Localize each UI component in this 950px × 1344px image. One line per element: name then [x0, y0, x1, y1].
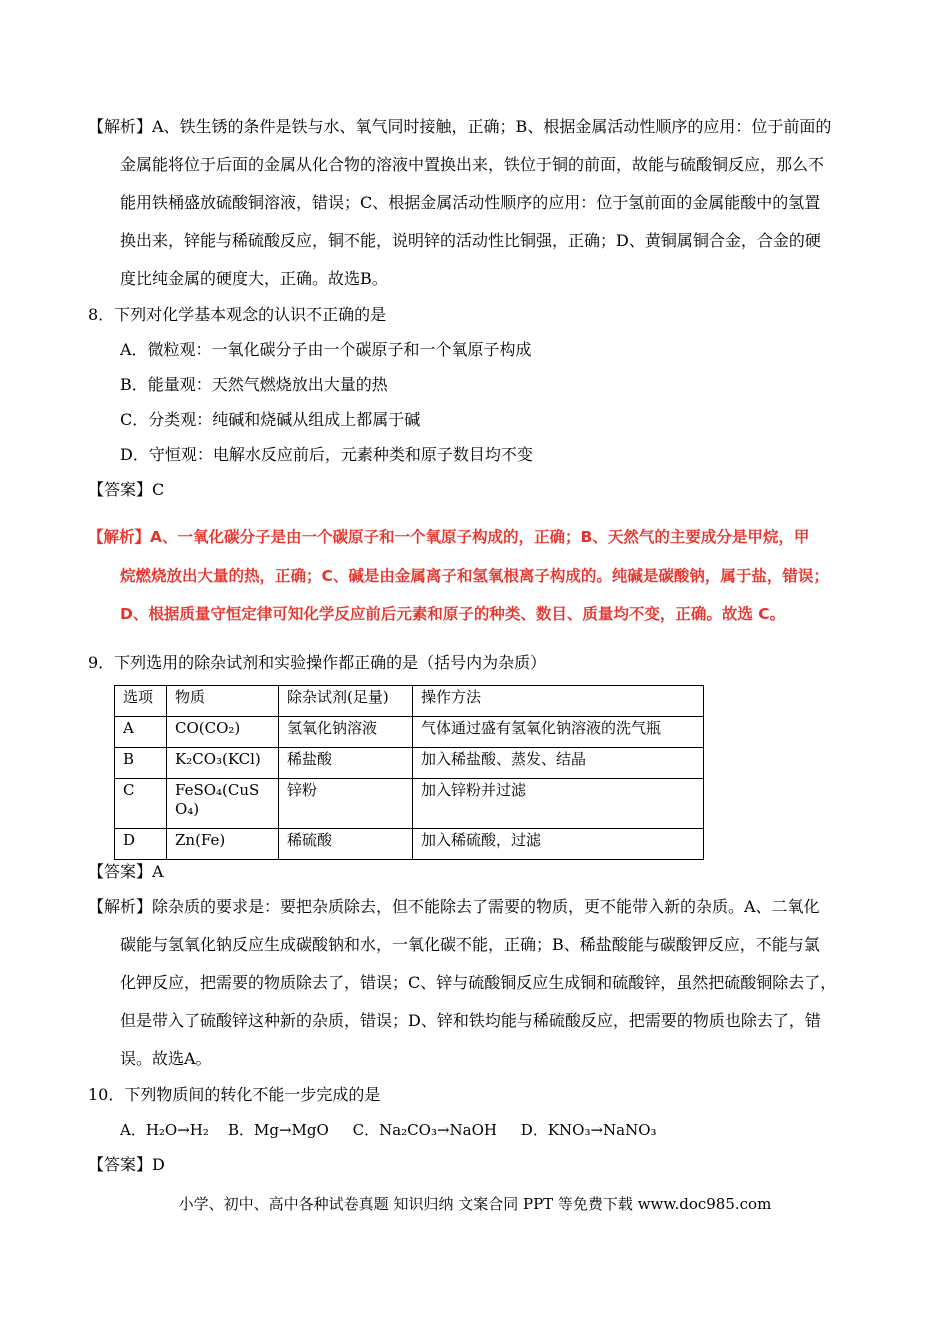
q8-answer: 【答案】C: [88, 480, 165, 499]
q8-option-b: B．能量观：天然气燃烧放出大量的热: [120, 375, 388, 394]
table-header-row: [115, 686, 704, 717]
q8-stem: 8．下列对化学基本观念的认识不正确的是: [88, 305, 387, 324]
q7-analysis-line-4: 换出来，锌能与稀硫酸反应，铜不能，说明锌的活动性比铜强，正确；D、黄铜属铜合金，合金的硬: [120, 231, 821, 250]
table-cell: 加入稀盐酸、蒸发、结晶: [413, 748, 704, 779]
table-cell: 锌粉: [279, 779, 413, 829]
q9-analysis-line-3: 化钾反应，把需要的物质除去了，错误；C、锌与硫酸铜反应生成铜和硫酸锌，虽然把硫酸铜除去了，: [120, 973, 837, 992]
table-cell: K₂CO₃(KCl): [167, 748, 279, 779]
table-header-cell: 除杂试剂(足量): [279, 686, 413, 717]
q7-analysis-line-5: 度比纯金属的硬度大，正确。故选B。: [120, 269, 388, 288]
q8-option-c: C．分类观：纯碱和烧碱从组成上都属于碱: [120, 410, 421, 429]
q8-analysis-line-3: D、根据质量守恒定律可知化学反应前后元素和原子的种类、数目、质量均不变，正确。故选 C。: [120, 605, 786, 623]
table-cell: A: [115, 717, 167, 748]
q10-options: A．H₂O→H₂ B．Mg→MgO C．Na₂CO₃→NaOH D．KNO₃→NaNO₃: [120, 1121, 657, 1139]
table-row: [115, 748, 704, 779]
table-cell: FeSO₄(CuSO₄): [167, 779, 279, 829]
q7-analysis-line-1: 【解析】A、铁生锈的条件是铁与水、氧气同时接触，正确；B、根据金属活动性顺序的应用：位于前面的: [88, 117, 832, 136]
table-cell: 气体通过盛有氢氧化钠溶液的洗气瓶: [413, 717, 704, 748]
q9-analysis-line-1: 【解析】除杂质的要求是：要把杂质除去，但不能除去了需要的物质，更不能带入新的杂质。A、二氧化: [88, 897, 820, 916]
table-cell: 加入稀硫酸，过滤: [413, 829, 704, 860]
q8-analysis-line-2: 烷燃烧放出大量的热，正确；C、碱是由金属离子和氢氧根离子构成的。纯碱是碳酸钠，属于盐，错误；: [120, 567, 829, 585]
table-cell: B: [115, 748, 167, 779]
q9-analysis-line-5: 误。故选A。: [120, 1049, 212, 1068]
q9-analysis-line-4: 但是带入了硫酸锌这种新的杂质，错误；D、锌和铁均能与稀硫酸反应，把需要的物质也除去了，错: [120, 1011, 821, 1030]
q8-analysis-line-1: 【解析】A、一氧化碳分子是由一个碳原子和一个氧原子构成的，正确；B、天然气的主要成分是甲烷，甲: [88, 528, 810, 546]
q8-option-d: D．守恒观：电解水反应前后，元素种类和原子数目均不变: [120, 445, 533, 464]
table-header-cell: 物质: [167, 686, 279, 717]
page-footer: 小学、初中、高中各种试卷真题 知识归纳 文案合同 PPT 等免费下载 www.doc985.com: [178, 1195, 772, 1213]
table-header-cell: 选项: [115, 686, 167, 717]
table-cell: 稀盐酸: [279, 748, 413, 779]
q9-answer: 【答案】A: [88, 862, 164, 881]
q7-analysis-line-2: 金属能将位于后面的金属从化合物的溶液中置换出来，铁位于铜的前面，故能与硫酸铜反应，那么不: [120, 155, 825, 174]
q9-analysis-line-2: 碳能与氢氧化钠反应生成碳酸钠和水，一氧化碳不能，正确；B、稀盐酸能与碳酸钾反应，不能与氯: [120, 935, 820, 954]
q10-stem: 10．下列物质间的转化不能一步完成的是: [88, 1085, 381, 1104]
q8-option-a: A．微粒观：一氧化碳分子由一个碳原子和一个氧原子构成: [120, 340, 532, 359]
table-cell: 稀硫酸: [279, 829, 413, 860]
table-cell: Zn(Fe): [167, 829, 279, 860]
table-cell: CO(CO₂): [167, 717, 279, 748]
table-row: [115, 717, 704, 748]
table-cell: 氢氧化钠溶液: [279, 717, 413, 748]
table-cell: C: [115, 779, 167, 829]
q7-analysis-line-3: 能用铁桶盛放硫酸铜溶液，错误；C、根据金属活动性顺序的应用：位于氢前面的金属能酸中的氢置: [120, 193, 821, 212]
table-cell: 加入锌粉并过滤: [413, 779, 704, 829]
table-cell: D: [115, 829, 167, 860]
table-row: [115, 829, 704, 860]
table-header-cell: 操作方法: [413, 686, 704, 717]
table-row: [115, 779, 704, 829]
q9-stem: 9．下列选用的除杂试剂和实验操作都正确的是（括号内为杂质）: [88, 653, 547, 672]
q10-answer: 【答案】D: [88, 1155, 165, 1174]
q9-table: [114, 685, 704, 860]
